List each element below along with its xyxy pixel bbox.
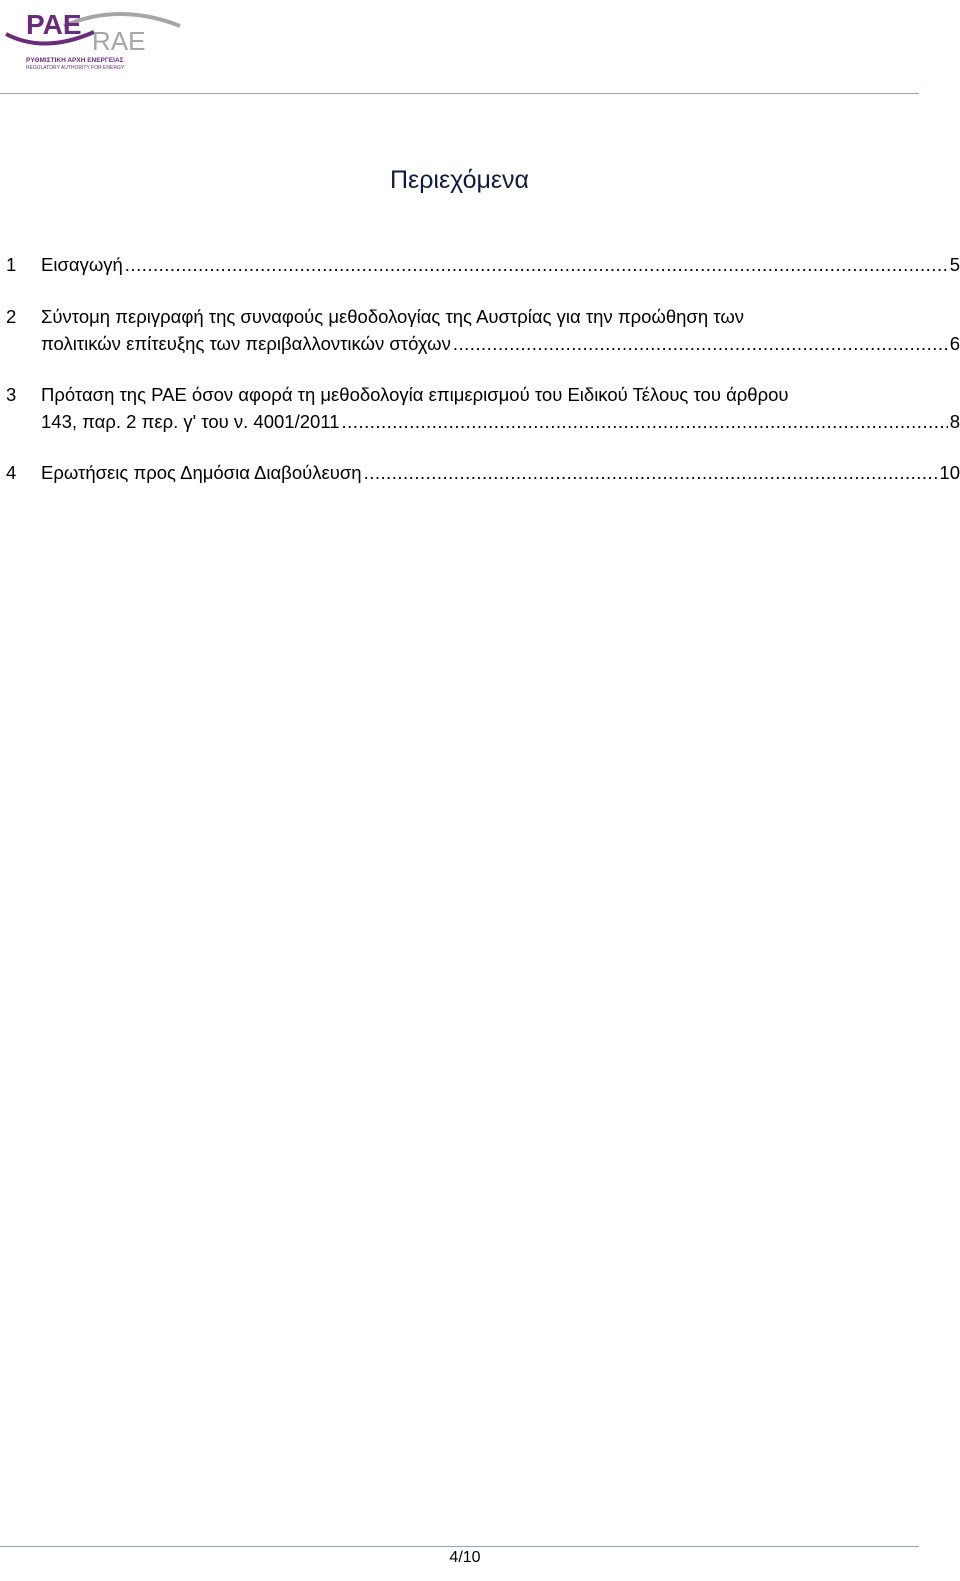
toc-title: Περιεχόμενα (390, 166, 529, 194)
toc-entry-last-line (41, 459, 960, 486)
rae-logo (4, 4, 184, 72)
toc-entry-number: 3 (6, 384, 17, 405)
toc-entry-page-number[interactable]: 8 (949, 411, 960, 432)
toc-dot-leader (342, 408, 948, 435)
toc-entry-text-line: Πρόταση της ΡΑΕ όσον αφορά τη μεθοδολογία επιμερισμού του Ειδικού Τέλους του άρθρου (41, 384, 789, 405)
toc-entry-page-number[interactable]: 6 (949, 333, 960, 354)
rae-logo-mark (4, 4, 184, 72)
toc-entry[interactable] (6, 459, 960, 486)
toc-entry-body (41, 303, 960, 357)
toc-entry-title[interactable]: Εισαγωγή (41, 254, 123, 275)
toc-entry-text-line: Σύντομη περιγραφή της συναφούς μεθοδολογίας της Αυστρίας για την προώθηση των (41, 306, 745, 327)
logo-pae-text: PAE (26, 9, 82, 40)
logo-subtitle-en: REGULATORY AUTHORITY FOR ENERGY (26, 65, 125, 71)
toc-entry-last-line (41, 251, 960, 278)
toc-dot-leader (364, 459, 938, 486)
toc-entry-body (41, 251, 960, 278)
toc-dot-leader (453, 330, 948, 357)
toc-entry-number: 2 (6, 306, 17, 327)
toc-entry-number: 4 (6, 462, 17, 483)
toc-entry-last-line (41, 330, 960, 357)
toc-entry-title[interactable]: Ερωτήσεις προς Δημόσια Διαβούλευση (41, 462, 362, 483)
page-number: 4/10 (449, 1549, 481, 1566)
toc-entry-number: 1 (6, 254, 17, 275)
toc-entry-page-number[interactable]: 10 (939, 462, 960, 483)
toc-entry-page-number[interactable]: 5 (949, 254, 960, 275)
logo-subtitle-el: ΡΥΘΜΙΣΤΙΚΗ ΑΡΧΗ ΕΝΕΡΓΕΙΑΣ (26, 57, 124, 64)
toc-entry-body (41, 381, 960, 435)
toc-dot-leader (125, 251, 948, 278)
toc-entry-last-line (41, 408, 960, 435)
toc-entry[interactable] (6, 303, 960, 357)
toc-entry-title[interactable]: 143, παρ. 2 περ. γ' του ν. 4001/2011 (41, 411, 340, 432)
footer-divider (0, 1546, 919, 1547)
toc-entry[interactable] (6, 381, 960, 435)
logo-rae-text: RAE (92, 26, 146, 56)
toc-entry-body (41, 459, 960, 486)
toc-entry[interactable] (6, 251, 960, 278)
toc-entry-title[interactable]: πολιτικών επίτευξης των περιβαλλοντικών στόχων (41, 333, 451, 354)
header-divider (0, 93, 919, 94)
